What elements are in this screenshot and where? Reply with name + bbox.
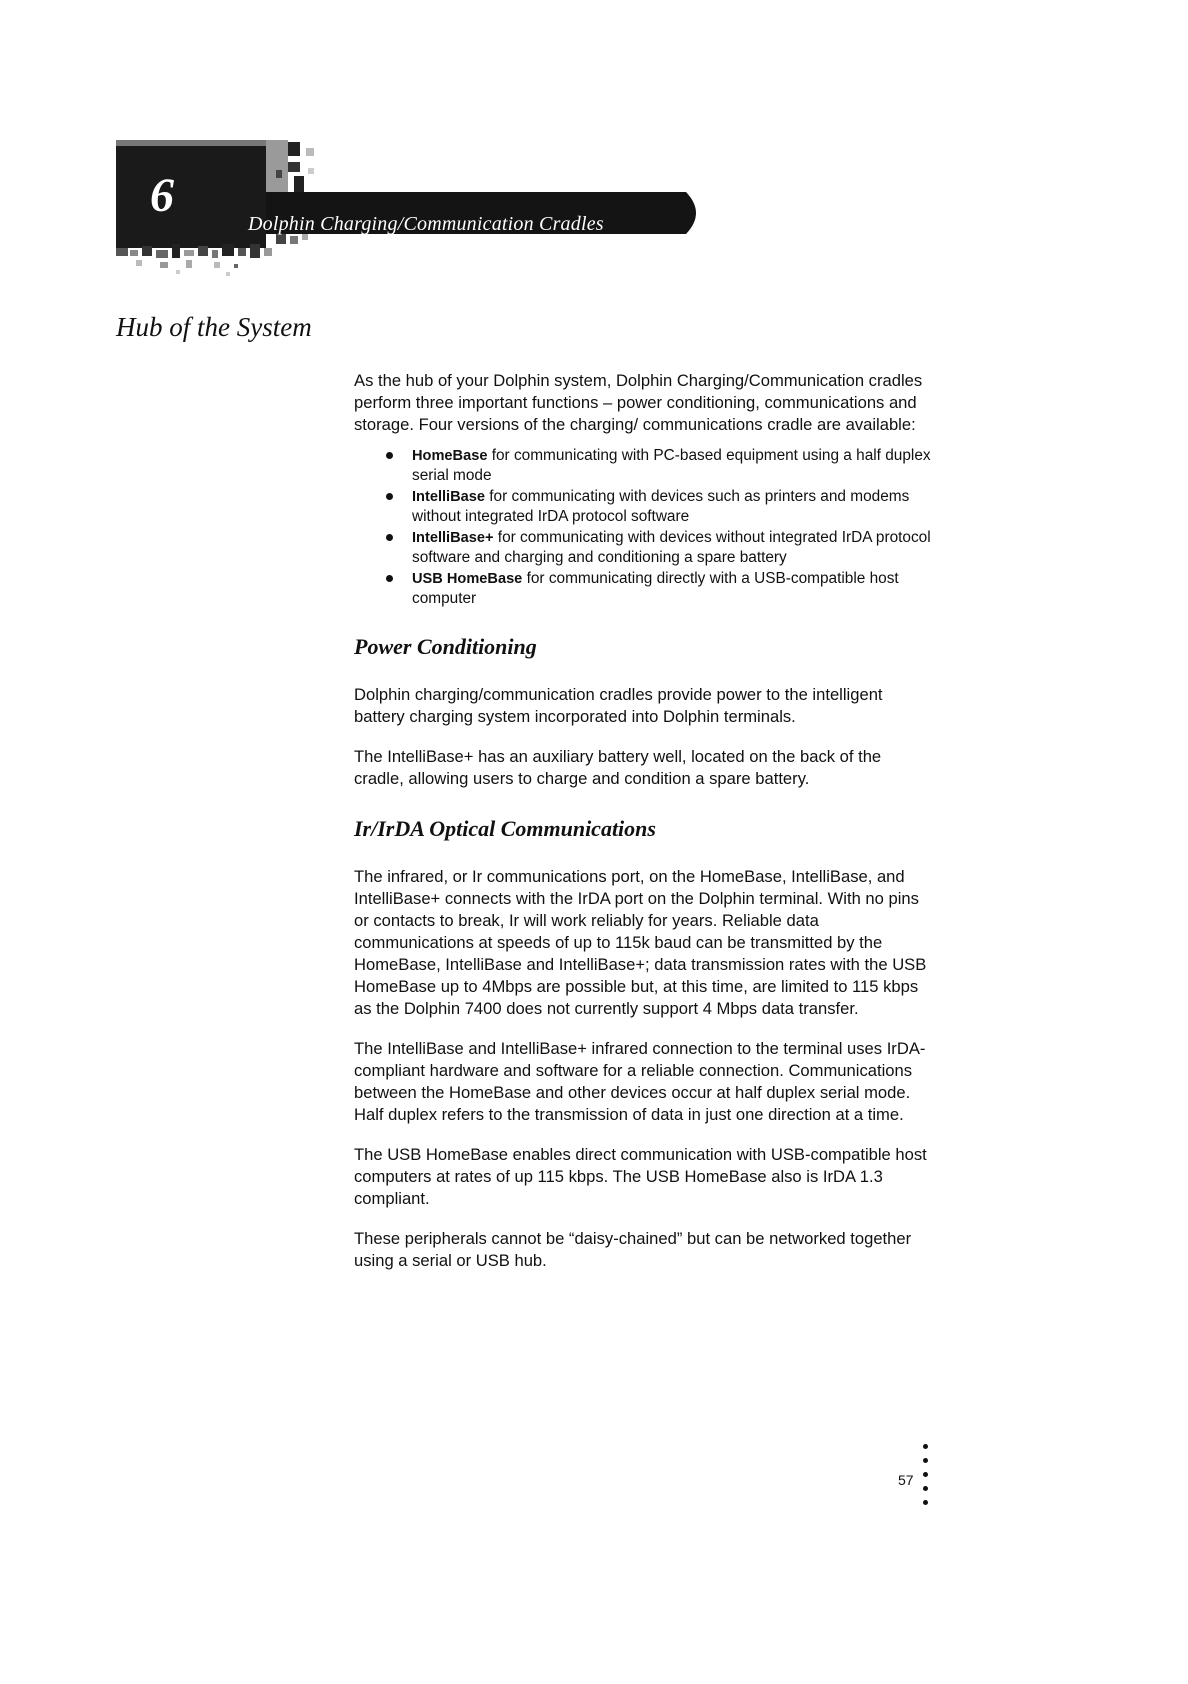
optical-paragraph-2: The IntelliBase and IntelliBase+ infrared connection to the terminal uses IrDA-compliant hardware and software for a reliable connection. Communications between the HomeBase and other devices occur at half duplex serial mode. Half duplex refers to the transmission of data in just one direction at a time. [354, 1039, 926, 1124]
bullet-icon [386, 534, 393, 541]
power-paragraph-2: The IntelliBase+ has an auxiliary battery well, located on the back of the cradle, allowing users to charge and condition a spare battery. [354, 747, 882, 788]
cradle-name: USB HomeBase [412, 571, 523, 587]
power-paragraph-1: Dolphin charging/communication cradles provide power to the intelligent battery charging system incorporated into Dolphin terminals. [354, 685, 883, 726]
power-conditioning-heading: Power Conditioning [354, 634, 537, 659]
cradle-name: IntelliBase+ [412, 530, 494, 546]
list-item [412, 528, 934, 567]
cradle-description: for communicating with PC-based equipment using a half duplex serial mode [412, 447, 931, 484]
cradle-list [354, 446, 934, 608]
cradle-description: for communicating with devices without integrated IrDA protocol software and charging and conditioning a spare battery [412, 529, 931, 566]
page-number: 57 [898, 1472, 914, 1488]
chapter-title: Dolphin Charging/Communication Cradles [248, 213, 604, 235]
page-dots-decoration [923, 1444, 929, 1514]
cradle-description: for communicating with devices such as printers and modems without integrated IrDA protocol software [412, 488, 910, 525]
optical-paragraph-4: These peripherals cannot be “daisy-chained” but can be networked together using a serial or USB hub. [354, 1229, 912, 1270]
section-title: Hub of the System [116, 312, 312, 342]
intro-paragraph: As the hub of your Dolphin system, Dolphin Charging/Communication cradles perform three important functions – power conditioning, communications and storage. Four versions of the charging/ communications cradle are available: [354, 371, 923, 434]
optical-paragraph-3: The USB HomeBase enables direct communication with USB-compatible host computers at rates of up 115 kbps. The USB HomeBase also is IrDA 1.3 compliant. [354, 1145, 927, 1208]
chapter-number: 6 [150, 169, 174, 222]
list-item [412, 569, 934, 608]
cradle-name: IntelliBase [412, 489, 485, 505]
bullet-icon [386, 575, 393, 582]
optical-communications-heading: Ir/IrDA Optical Communications [354, 816, 656, 841]
cradle-name: HomeBase [412, 448, 488, 464]
bullet-icon [386, 452, 393, 459]
main-content [354, 370, 934, 1272]
list-item [412, 487, 934, 526]
cradle-description: for communicating directly with a USB-compatible host computer [412, 570, 899, 607]
list-item [412, 446, 934, 485]
optical-paragraph-1: The infrared, or Ir communications port, on the HomeBase, IntelliBase, and IntelliBase+ connects with the IrDA port on the Dolphin terminal. With no pins or contacts to break, Ir will work reliably for years. Reliable data communications at speeds of up to 115k baud can be transmitted by the HomeBase, IntelliBase and IntelliBase+; data transmission rates with the USB HomeBase up to 4Mbps are possible but, at this time, are limited to 115 kbps as the Dolphin 7400 does not currently support 4 Mbps data transfer. [354, 867, 927, 1018]
bullet-icon [386, 493, 393, 500]
